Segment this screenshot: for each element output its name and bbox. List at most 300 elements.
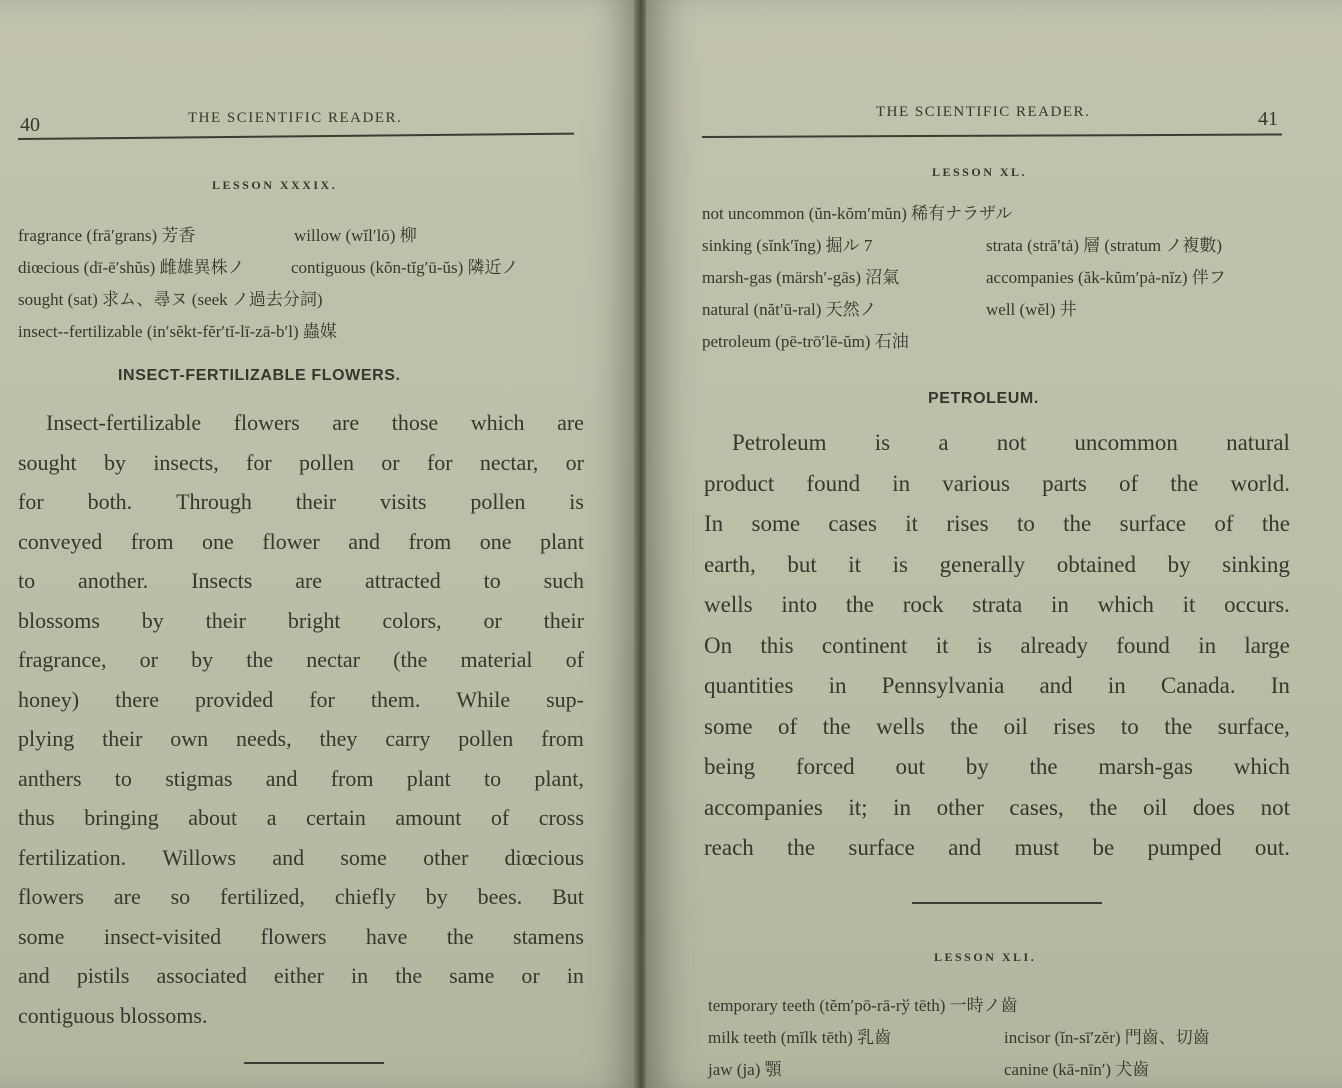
line-text bbox=[704, 592, 1290, 633]
vocab-term: strata (strā′tȧ) 層 (stratum ノ複數) bbox=[986, 236, 1222, 255]
word: cross bbox=[538, 805, 584, 830]
word: insect-visited bbox=[103, 923, 222, 949]
word: or bbox=[483, 607, 502, 633]
word: and bbox=[1039, 673, 1073, 698]
word: carry bbox=[385, 726, 431, 751]
word: blossoms bbox=[18, 607, 100, 633]
text-line bbox=[18, 608, 584, 648]
word: plant, bbox=[534, 765, 584, 791]
word: by bbox=[141, 607, 164, 633]
vocab-row bbox=[18, 220, 519, 252]
word: their bbox=[543, 607, 584, 633]
line-text bbox=[18, 924, 584, 964]
page-number: 41 bbox=[1258, 108, 1278, 130]
word: to bbox=[1016, 511, 1035, 536]
vocab-term: natural (năt′ū-ral) 天然ノ bbox=[702, 300, 877, 319]
word: the bbox=[395, 963, 423, 988]
word: for bbox=[309, 686, 335, 712]
word: into bbox=[781, 592, 818, 617]
word: generally bbox=[939, 551, 1026, 577]
vocab-term: incisor (ĭn-sī′zĕr) 門齒、切齒 bbox=[1004, 1028, 1210, 1047]
word: nectar bbox=[306, 647, 360, 672]
word: it bbox=[935, 632, 949, 658]
vocab-term: jaw (ja) 顎 bbox=[708, 1060, 782, 1079]
word: and bbox=[18, 963, 50, 988]
word: the bbox=[845, 592, 874, 617]
vocab-row bbox=[708, 1022, 1210, 1054]
word: it bbox=[905, 511, 919, 536]
word: or bbox=[139, 647, 158, 672]
word: cases bbox=[828, 511, 877, 536]
word: by bbox=[1167, 551, 1191, 577]
word: either bbox=[273, 963, 324, 988]
word: their bbox=[205, 607, 246, 633]
line-text bbox=[18, 726, 584, 766]
line-text bbox=[704, 633, 1290, 674]
word: Pennsylvania bbox=[881, 673, 1005, 698]
word: Through bbox=[176, 489, 252, 514]
word: is bbox=[892, 551, 909, 577]
line-text bbox=[704, 471, 1290, 512]
text-line bbox=[18, 450, 584, 490]
word: certain bbox=[305, 805, 366, 830]
vocab-row bbox=[702, 326, 1226, 358]
word: plant bbox=[406, 765, 451, 791]
word: in bbox=[892, 470, 911, 496]
line-text bbox=[18, 489, 584, 529]
word: insects, bbox=[153, 449, 219, 475]
text-line bbox=[704, 673, 1290, 714]
word: found bbox=[1116, 632, 1170, 658]
word: obtained bbox=[1056, 551, 1136, 577]
line-text bbox=[704, 835, 1290, 876]
word: various bbox=[942, 470, 1010, 496]
word: from bbox=[330, 765, 374, 791]
word: to bbox=[483, 568, 501, 593]
vocab-term: milk teeth (mĭlk tēth) 乳齒 bbox=[708, 1028, 892, 1047]
word: Insect-fertilizable bbox=[46, 410, 202, 435]
word: of bbox=[1118, 470, 1139, 496]
running-head: THE SCIENTIFIC READER. bbox=[188, 110, 403, 126]
vocab-term: temporary teeth (tĕm′pō-rā-rў tēth) 一時ノ齒 bbox=[708, 996, 1018, 1015]
word: conveyed bbox=[18, 528, 103, 554]
text-line bbox=[704, 795, 1290, 836]
word: is bbox=[976, 632, 993, 658]
text-line bbox=[18, 410, 584, 450]
section-divider bbox=[912, 902, 1102, 904]
vocab-row bbox=[702, 198, 1226, 230]
word: to bbox=[484, 765, 502, 791]
line-text bbox=[46, 410, 584, 450]
word: are bbox=[557, 410, 584, 435]
word: does bbox=[1192, 794, 1235, 820]
word: for bbox=[426, 449, 453, 475]
word: and bbox=[948, 835, 982, 860]
line-text bbox=[732, 430, 1290, 471]
line-text bbox=[18, 766, 584, 806]
word: reach bbox=[704, 835, 754, 860]
word: bees. bbox=[477, 884, 523, 909]
word: amount bbox=[395, 805, 462, 830]
header-rule bbox=[18, 133, 574, 140]
word: the bbox=[787, 835, 816, 860]
word: the bbox=[1063, 511, 1092, 536]
word: other bbox=[936, 794, 984, 820]
word: them. bbox=[370, 686, 421, 712]
vocab-list bbox=[702, 198, 1226, 358]
line-text bbox=[704, 511, 1290, 552]
word: bright bbox=[287, 607, 341, 633]
word: plant bbox=[539, 528, 584, 554]
lesson-title: LESSON XLI. bbox=[934, 950, 1037, 964]
line-text bbox=[704, 754, 1290, 795]
line-text bbox=[704, 673, 1290, 714]
word: the bbox=[1261, 511, 1290, 536]
word: from bbox=[408, 528, 452, 554]
word: Willows bbox=[162, 844, 237, 870]
word: so bbox=[170, 884, 191, 909]
word: marsh-gas bbox=[1098, 754, 1193, 779]
word: diœcious bbox=[504, 844, 584, 870]
section-heading: PETROLEUM. bbox=[928, 390, 1039, 407]
word: their bbox=[295, 489, 337, 514]
vocab-row bbox=[702, 262, 1226, 294]
vocab-list bbox=[18, 220, 519, 348]
body-text bbox=[18, 410, 584, 1042]
word: from bbox=[130, 528, 174, 554]
word: must bbox=[1014, 835, 1060, 860]
word: in bbox=[1198, 632, 1217, 658]
word: On bbox=[704, 632, 733, 658]
word: such bbox=[543, 568, 584, 593]
word: are bbox=[332, 410, 360, 435]
text-line bbox=[18, 529, 584, 569]
line-text bbox=[18, 450, 584, 490]
line-text bbox=[18, 845, 584, 885]
word: uncommon bbox=[1074, 430, 1178, 455]
word: not bbox=[996, 430, 1027, 455]
vocab-term: marsh-gas (märsh′-gās) 沼氣 bbox=[702, 268, 900, 287]
word: being bbox=[704, 754, 756, 779]
section-divider bbox=[244, 1062, 384, 1064]
text-line bbox=[704, 633, 1290, 674]
word: occurs. bbox=[1224, 592, 1290, 617]
word: provided bbox=[195, 686, 274, 712]
word: the bbox=[822, 713, 851, 739]
word: which bbox=[470, 410, 525, 435]
word: the bbox=[1089, 794, 1118, 820]
word: to bbox=[18, 568, 36, 593]
word: (the bbox=[393, 647, 428, 672]
word: their bbox=[102, 726, 143, 751]
line-text bbox=[704, 714, 1290, 755]
word: and bbox=[272, 844, 305, 870]
word: anthers bbox=[18, 765, 82, 791]
word: Canada. bbox=[1160, 673, 1236, 698]
vocab-term: well (wĕl) 井 bbox=[986, 300, 1077, 319]
line-text bbox=[18, 647, 584, 687]
word: is bbox=[874, 430, 891, 455]
word: earth, bbox=[704, 551, 756, 577]
word: Petroleum bbox=[732, 430, 827, 455]
word: fragrance, bbox=[18, 647, 107, 672]
text-line bbox=[704, 714, 1290, 755]
word: thus bbox=[18, 805, 55, 830]
line-text bbox=[704, 795, 1290, 836]
word: are bbox=[295, 568, 323, 593]
word: both. bbox=[87, 489, 133, 514]
word: nectar, bbox=[479, 449, 539, 475]
text-line bbox=[704, 754, 1290, 795]
word: flower bbox=[262, 528, 320, 554]
vocab-row bbox=[708, 990, 1210, 1022]
vocab-term: petroleum (pē-trō′lē-ŭm) 石油 bbox=[702, 332, 909, 351]
word: which bbox=[1233, 754, 1290, 779]
word: which bbox=[1097, 592, 1154, 617]
vocab-term: contiguous (kŏn-tĭg′ū-ŭs) 隣近ノ bbox=[291, 258, 519, 277]
word: be bbox=[1092, 835, 1115, 860]
word: by bbox=[191, 647, 214, 672]
word: stigmas bbox=[165, 765, 233, 791]
text-line bbox=[704, 592, 1290, 633]
line-text bbox=[18, 608, 584, 648]
word: quantities bbox=[704, 673, 794, 698]
word: plying bbox=[18, 726, 75, 751]
vocab-row bbox=[18, 316, 519, 348]
word: in bbox=[893, 794, 911, 820]
word: rises bbox=[946, 511, 989, 536]
text-line bbox=[704, 511, 1290, 552]
line-text bbox=[18, 568, 584, 608]
word: pollen bbox=[298, 449, 354, 475]
vocab-list bbox=[708, 990, 1210, 1086]
word: not bbox=[1260, 794, 1290, 820]
section-heading: INSECT-FERTILIZABLE FLOWERS. bbox=[118, 367, 401, 384]
word: it bbox=[1182, 592, 1196, 617]
line-text bbox=[18, 884, 584, 924]
text-line bbox=[18, 489, 584, 529]
word: flowers bbox=[233, 410, 300, 435]
text-line bbox=[18, 963, 584, 1003]
word: wells bbox=[876, 713, 925, 739]
word: own bbox=[170, 726, 209, 751]
word: for bbox=[18, 489, 44, 514]
text-line bbox=[18, 1003, 584, 1043]
word: world. bbox=[1230, 470, 1290, 496]
word: this bbox=[760, 632, 794, 658]
header-rule bbox=[702, 133, 1282, 138]
word: sinking bbox=[1222, 551, 1290, 577]
word: the bbox=[246, 647, 274, 672]
word: pistils bbox=[76, 963, 130, 988]
word: of bbox=[565, 647, 584, 672]
word: there bbox=[115, 686, 160, 712]
text-line bbox=[18, 726, 584, 766]
word: those bbox=[391, 410, 439, 435]
word: stamens bbox=[513, 923, 584, 949]
word: a bbox=[938, 430, 949, 455]
word: But bbox=[552, 884, 584, 909]
word: parts bbox=[1042, 470, 1087, 496]
word: or bbox=[381, 449, 400, 475]
word: chiefly bbox=[334, 884, 396, 909]
word: for bbox=[246, 449, 272, 475]
word: and bbox=[265, 765, 298, 791]
text-line bbox=[704, 835, 1290, 876]
word: by bbox=[104, 449, 126, 475]
word: In bbox=[1270, 673, 1290, 698]
text-line bbox=[18, 845, 584, 885]
word: sought bbox=[18, 449, 77, 475]
word: or bbox=[521, 963, 540, 988]
line-text: contiguous blossoms. bbox=[18, 1002, 208, 1028]
word: material bbox=[460, 647, 533, 672]
word: fertilization. bbox=[18, 844, 127, 870]
word: some bbox=[704, 713, 753, 739]
word: cases, bbox=[1009, 794, 1064, 820]
word: they bbox=[319, 726, 358, 751]
word: some bbox=[18, 923, 65, 949]
word: by bbox=[425, 884, 448, 909]
right-page bbox=[646, 0, 1342, 1088]
word: rises bbox=[1053, 713, 1096, 739]
lesson-title: LESSON XL. bbox=[932, 165, 1028, 179]
word: a bbox=[266, 805, 277, 830]
text-line bbox=[18, 766, 584, 806]
word: large bbox=[1244, 632, 1290, 658]
vocab-row bbox=[702, 230, 1226, 262]
word: other bbox=[423, 844, 469, 870]
word: the bbox=[1164, 713, 1193, 739]
vocab-term: sought (sat) 求ム、尋ヌ (seek ノ過去分詞) bbox=[18, 290, 323, 309]
word: one bbox=[479, 528, 512, 554]
word: rock bbox=[902, 592, 944, 617]
word: but bbox=[787, 551, 817, 577]
word: in bbox=[1050, 592, 1069, 617]
word: continent bbox=[821, 632, 908, 658]
lesson-title: LESSON XXXIX. bbox=[212, 178, 338, 192]
word: from bbox=[541, 726, 584, 751]
body-text bbox=[704, 430, 1290, 876]
word: Insects bbox=[191, 568, 253, 593]
vocab-term: willow (wĭl′lō) 柳 bbox=[294, 226, 417, 245]
text-line bbox=[18, 805, 584, 845]
text-line bbox=[18, 924, 584, 964]
word: of bbox=[1214, 511, 1234, 536]
word: in bbox=[351, 963, 369, 988]
word: visits bbox=[380, 489, 427, 514]
vocab-term: sinking (sĭnk′ĭng) 掘ル 7 bbox=[702, 236, 873, 255]
word: forced bbox=[795, 754, 855, 779]
word: honey) bbox=[18, 686, 80, 712]
vocab-row bbox=[708, 1054, 1210, 1086]
line-text bbox=[704, 552, 1290, 593]
word: flowers bbox=[260, 923, 327, 949]
word: the bbox=[950, 713, 979, 739]
word: the bbox=[1029, 754, 1058, 779]
word: some bbox=[751, 511, 801, 536]
word: pumped bbox=[1147, 835, 1222, 860]
text-line bbox=[18, 568, 584, 608]
word: already bbox=[1020, 632, 1089, 658]
line-text bbox=[18, 529, 584, 569]
word: sup- bbox=[546, 686, 584, 712]
word: it; bbox=[848, 794, 868, 820]
word: attracted bbox=[364, 568, 441, 593]
word: surface bbox=[848, 835, 915, 860]
word: product bbox=[704, 470, 775, 496]
running-head: THE SCIENTIFIC READER. bbox=[876, 104, 1091, 120]
left-page bbox=[0, 0, 636, 1088]
word: the bbox=[1170, 470, 1199, 496]
word: and bbox=[348, 528, 380, 554]
text-line bbox=[18, 647, 584, 687]
word: in bbox=[1107, 673, 1126, 698]
vocab-row bbox=[18, 284, 519, 316]
text-line bbox=[704, 430, 1290, 471]
word: out. bbox=[1254, 835, 1290, 860]
text-line bbox=[704, 552, 1290, 593]
line-text bbox=[18, 805, 584, 845]
word: or bbox=[565, 449, 584, 475]
word: In bbox=[704, 511, 724, 536]
word: of bbox=[777, 713, 798, 739]
text-line bbox=[18, 687, 584, 727]
word: found bbox=[806, 470, 861, 496]
word: to bbox=[114, 765, 132, 791]
word: accompanies bbox=[704, 794, 823, 820]
word: have bbox=[365, 923, 408, 949]
word: bringing bbox=[84, 805, 159, 830]
vocab-term: canine (kā-nīn′) 犬齒 bbox=[1004, 1060, 1150, 1079]
word: same bbox=[449, 963, 495, 988]
word: oil bbox=[1142, 794, 1168, 820]
word: colors, bbox=[382, 607, 442, 633]
word: of bbox=[490, 805, 510, 830]
word: are bbox=[113, 884, 141, 909]
word: about bbox=[188, 805, 238, 830]
page-number: 40 bbox=[20, 114, 40, 136]
word: out bbox=[895, 754, 925, 779]
word: oil bbox=[1003, 713, 1028, 739]
word: in bbox=[566, 963, 584, 988]
word: flowers bbox=[18, 884, 84, 909]
word: another. bbox=[78, 568, 149, 593]
word: in bbox=[828, 673, 847, 698]
vocab-term: insect--fertilizable (in′sĕkt-fĕr′tĭ-lī-zā-b′l) 蟲媒 bbox=[18, 322, 337, 341]
word: one bbox=[202, 528, 234, 554]
word: some bbox=[340, 844, 387, 870]
word: by bbox=[965, 754, 989, 779]
vocab-row bbox=[702, 294, 1226, 326]
line-text bbox=[18, 687, 584, 727]
vocab-row bbox=[18, 252, 519, 284]
word: pollen bbox=[470, 489, 526, 514]
word: associated bbox=[156, 963, 247, 988]
word: needs, bbox=[236, 726, 292, 751]
vocab-term: accompanies (ăk-kŭm′pȧ-nĭz) 伴フ bbox=[986, 268, 1226, 287]
line-text bbox=[18, 963, 584, 1003]
word: surface, bbox=[1217, 713, 1290, 739]
text-line bbox=[18, 884, 584, 924]
text-line bbox=[704, 471, 1290, 512]
word: While bbox=[456, 686, 511, 712]
word: fertilized, bbox=[220, 884, 305, 909]
vocab-term: fragrance (frā′grans) 芳香 bbox=[18, 226, 196, 245]
vocab-term: not uncommon (ŭn-kŏm′mŭn) 稀有ナラザル bbox=[702, 204, 1013, 223]
word: natural bbox=[1226, 430, 1290, 455]
word: surface bbox=[1119, 511, 1187, 536]
